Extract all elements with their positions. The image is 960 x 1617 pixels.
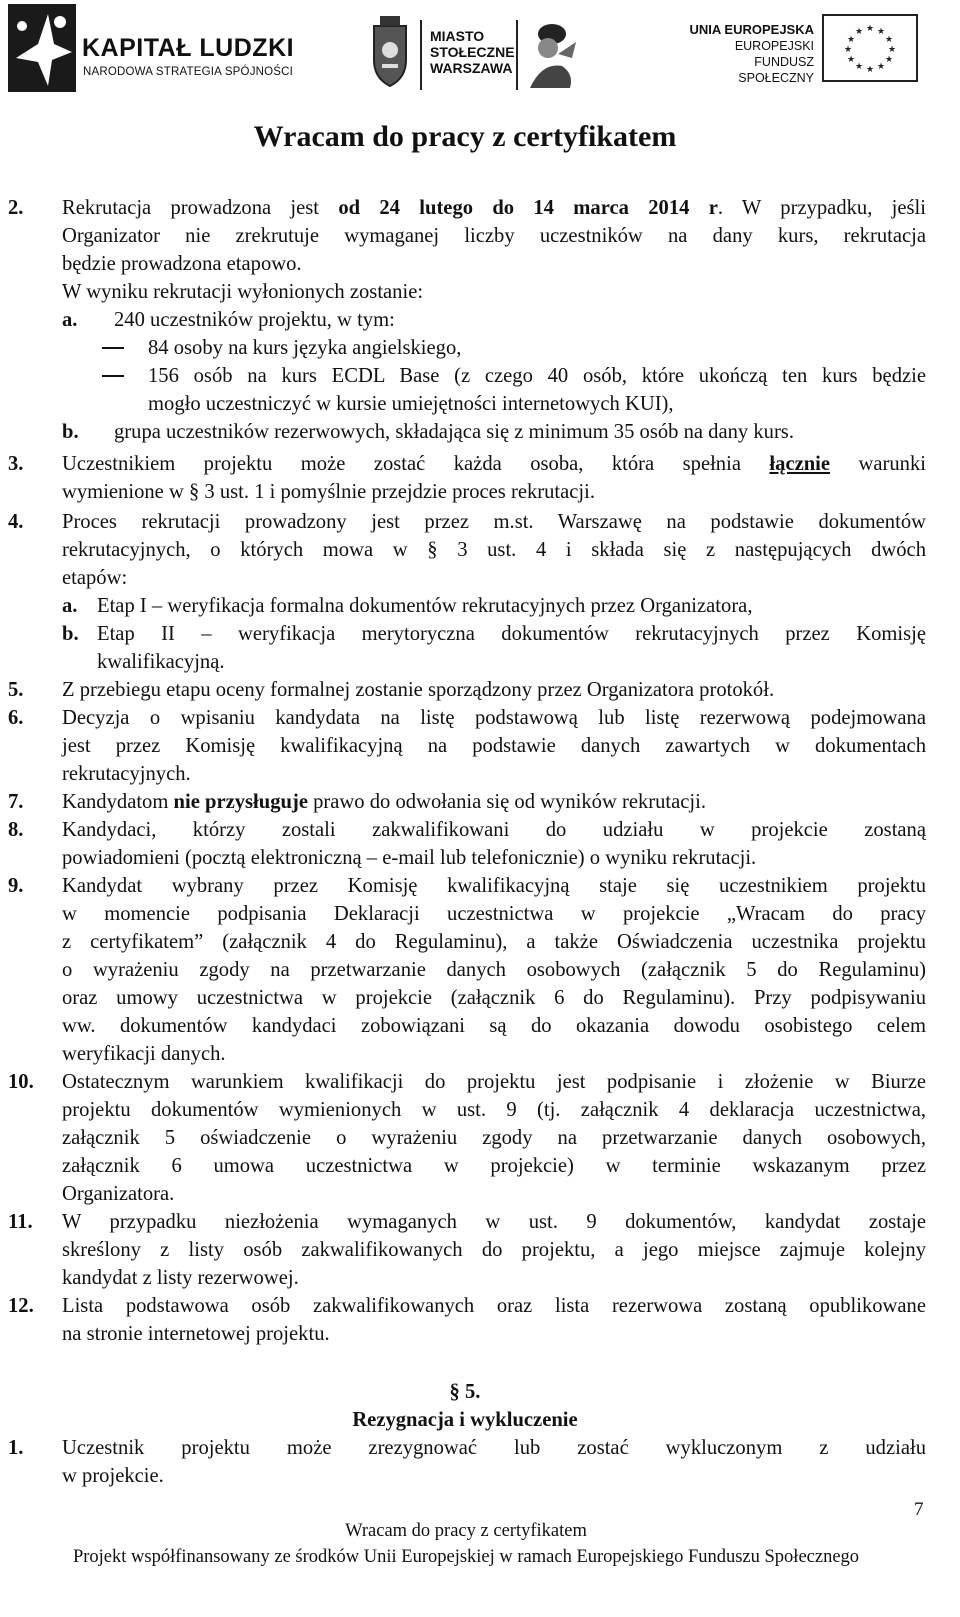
footer-cofinancing: Projekt współfinansowany ze środków Unii Europejskiej w ramach Europejskiego Funduszu Społecznego	[72, 1547, 860, 1567]
section-number: § 5.	[449, 1381, 481, 1403]
paragraph-line: będzie prowadzona etapowo.	[62, 253, 302, 275]
paragraph-line: Lista podstawowa osób zakwalifikowanych oraz lista rezerwowa zostaną opublikowane	[62, 1295, 926, 1317]
item-number: 8.	[8, 819, 24, 841]
kapital-ludzki-mark-icon	[8, 4, 76, 92]
paragraph-line: załącznik 6 umowa uczestnictwa w projekcie) w terminie wskazanym przez	[62, 1155, 926, 1177]
kapital-ludzki-logo	[8, 4, 295, 92]
paragraph-line: kandydat z listy rezerwowej.	[62, 1267, 299, 1289]
warszawa-crest-icon	[368, 16, 412, 88]
svg-text:★: ★	[854, 27, 864, 37]
item-number: 3.	[8, 453, 24, 475]
paragraph-line: Organizatora.	[62, 1183, 175, 1205]
paragraph-line: 84 osoby na kurs języka angielskiego,	[148, 337, 462, 359]
eu-line2: EUROPEJSKI	[734, 39, 814, 53]
paragraph-line: kwalifikacyjną.	[97, 651, 225, 673]
section-title: Rezygnacja i wykluczenie	[352, 1409, 578, 1431]
svg-text:★: ★	[876, 62, 886, 72]
document-title: Wracam do pracy z certyfikatem	[253, 120, 677, 153]
dash-bullet	[102, 375, 124, 377]
item-number: 2.	[8, 197, 24, 219]
paragraph-line: skreślony z listy osób zakwalifikowanych do projektu, a jego miejsce zajmuje kolejny	[62, 1239, 926, 1261]
svg-text:★: ★	[876, 27, 886, 37]
eu-flag-icon	[822, 14, 918, 82]
paragraph-line: Kandydat wybrany przez Komisję kwalifikacyjną staje się uczestnikiem projektu	[62, 875, 926, 897]
kl-subtitle: NARODOWA STRATEGIA SPÓJNOŚCI	[83, 66, 294, 78]
svg-text:★: ★	[843, 45, 853, 55]
eu-line3: FUNDUSZ SPOŁECZNY	[738, 55, 814, 85]
item-number: 6.	[8, 707, 24, 729]
paragraph-line: jest przez Komisję kwalifikacyjną na podstawie danych zawartych w dokumentach	[62, 735, 926, 757]
paragraph-line: W wyniku rekrutacji wyłonionych zostanie:	[62, 281, 424, 303]
item-number: 7.	[8, 791, 24, 813]
item-number: 4.	[8, 511, 24, 533]
paragraph-line: załącznik 5 oświadczenie o wyrażeniu zgody na przetwarzanie danych osobowych,	[62, 1127, 926, 1149]
bold-date-range: od 24 lutego do 14 marca 2014 r	[338, 197, 718, 219]
paragraph-line: z certyfikatem” (załącznik 4 do Regulaminu), a także Oświadczenia uczestnika projektu	[62, 931, 926, 953]
mascot-icon	[522, 18, 578, 92]
item-number: 5.	[8, 679, 24, 701]
text: Rekrutacja prowadzona jest	[62, 197, 339, 219]
paragraph-line: Organizator nie zrekrutuje wymaganej liczby uczestników na dany kurs, rekrutacja	[62, 225, 926, 247]
paragraph-line	[62, 450, 926, 478]
paragraph-line: na stronie internetowej projektu.	[62, 1323, 330, 1345]
kl-title: KAPITAŁ LUDZKI	[82, 34, 295, 62]
warszawa-text: MIASTO STOŁECZNE WARSZAWA	[430, 28, 515, 76]
paragraph-line: rekrutacyjnych, o których mowa w § 3 ust. 4 i składa się z następujących dwóch	[62, 539, 926, 561]
paragraph-line: grupa uczestników rezerwowych, składająca się z minimum 35 osób na dany kurs.	[114, 421, 794, 443]
paragraph-line: w projekcie.	[62, 1465, 164, 1487]
paragraph-line: o wyrażeniu zgody na przetwarzanie danych osobowych (załącznik 5 do Regulaminu)	[62, 959, 926, 981]
warszawa-logo	[368, 14, 578, 94]
svg-text:★: ★	[887, 45, 897, 55]
paragraph-line: projektu dokumentów wymienionych w ust. 9 (tj. załącznik 4 deklaracja uczestnictwa,	[62, 1099, 926, 1121]
paragraph-line: Kandydaci, którzy zostali zakwalifikowani do udziału w projekcie zostaną	[62, 819, 926, 841]
item-number: 9.	[8, 875, 24, 897]
paragraph-line: Decyzja o wpisaniu kandydata na listę podstawową lub listę rezerwową podejmowana	[62, 707, 926, 729]
sub-item-label: a.	[62, 309, 78, 331]
paragraph-line: Ostatecznym warunkiem kwalifikacji do projektu jest podpisanie i złożenie w Biurze	[62, 1071, 926, 1093]
divider	[516, 20, 518, 90]
paragraph-line: oraz umowy uczestnictwa w projekcie (załącznik 6 do Regulaminu). Przy podpisywaniu	[62, 987, 926, 1009]
paragraph-line: Etap II – weryfikacja merytoryczna dokumentów rekrutacyjnych przez Komisję	[97, 623, 926, 645]
paragraph-line	[62, 194, 926, 222]
paragraph-line: Proces rekrutacji prowadzony jest przez m.st. Warszawę na podstawie dokumentów	[62, 511, 926, 533]
eu-text	[680, 22, 814, 86]
sub-item-label: a.	[62, 595, 78, 617]
paragraph-line: 240 uczestników projektu, w tym:	[114, 309, 395, 331]
text: . W przypadku, jeśli	[717, 197, 926, 219]
eu-line1: UNIA EUROPEJSKA	[689, 22, 814, 37]
paragraph-line: wymienione w § 3 ust. 1 i pomyślnie przejdzie proces rekrutacji.	[62, 481, 596, 503]
item-number: 11.	[8, 1211, 33, 1233]
page-number: 7	[914, 1499, 924, 1520]
svg-text:★: ★	[884, 35, 894, 45]
paragraph-line: W przypadku niezłożenia wymaganych w ust. 9 dokumentów, kandydat zostaje	[62, 1211, 926, 1233]
dash-bullet	[102, 347, 124, 349]
svg-text:★: ★	[846, 35, 856, 45]
paragraph-line: 156 osób na kurs ECDL Base (z czego 40 osób, które ukończą ten kurs będzie	[148, 365, 926, 387]
svg-text:★: ★	[854, 62, 864, 72]
text: warunki	[830, 453, 926, 475]
paragraph-line: Uczestnik projektu może zrezygnować lub zostać wykluczonym z udziału	[62, 1437, 926, 1459]
paragraph-line: rekrutacyjnych.	[62, 763, 191, 785]
text: Kandydatom	[62, 791, 174, 813]
paragraph-line: Etap I – weryfikacja formalna dokumentów rekrutacyjnych przez Organizatora,	[97, 595, 753, 617]
item-number: 1.	[8, 1437, 24, 1459]
paragraph-line	[62, 788, 706, 816]
bold-underlined-word: łącznie	[769, 453, 831, 475]
item-number: 12.	[8, 1295, 34, 1317]
paragraph-line: powiadomieni (pocztą elektroniczną – e-mail lub telefonicznie) o wyniku rekrutacji.	[62, 847, 757, 869]
svg-text:★: ★	[846, 55, 856, 65]
paragraph-line: weryfikacji danych.	[62, 1043, 226, 1065]
item-number: 10.	[8, 1071, 34, 1093]
footer-project-name: Wracam do pracy z certyfikatem	[345, 1521, 587, 1541]
paragraph-line: Z przebiegu etapu oceny formalnej zostanie sporządzony przez Organizatora protokół.	[62, 679, 775, 701]
bold-phrase: nie przysługuje	[173, 791, 308, 813]
paragraph-line: etapów:	[62, 567, 128, 589]
sub-item-label: b.	[62, 421, 79, 443]
text: prawo do odwołania się od wyników rekrutacji.	[307, 791, 707, 813]
eu-logo	[680, 14, 925, 84]
sub-item-label: b.	[62, 623, 79, 645]
svg-text:★: ★	[884, 55, 894, 65]
paragraph-line: w momencie podpisania Deklaracji uczestnictwa w projekcie „Wracam do pracy	[62, 903, 926, 925]
svg-text:★: ★	[865, 24, 875, 34]
svg-text:★: ★	[865, 65, 875, 75]
paragraph-line: ww. dokumentów kandydaci zobowiązani są do okazania dowodu osobistego celem	[62, 1015, 926, 1037]
header-logos	[0, 0, 960, 110]
divider	[420, 20, 422, 90]
text: Uczestnikiem projektu może zostać każda osoba, która spełnia	[62, 453, 770, 475]
paragraph-line: mogło uczestniczyć w kursie umiejętności internetowych KUI),	[148, 393, 674, 415]
